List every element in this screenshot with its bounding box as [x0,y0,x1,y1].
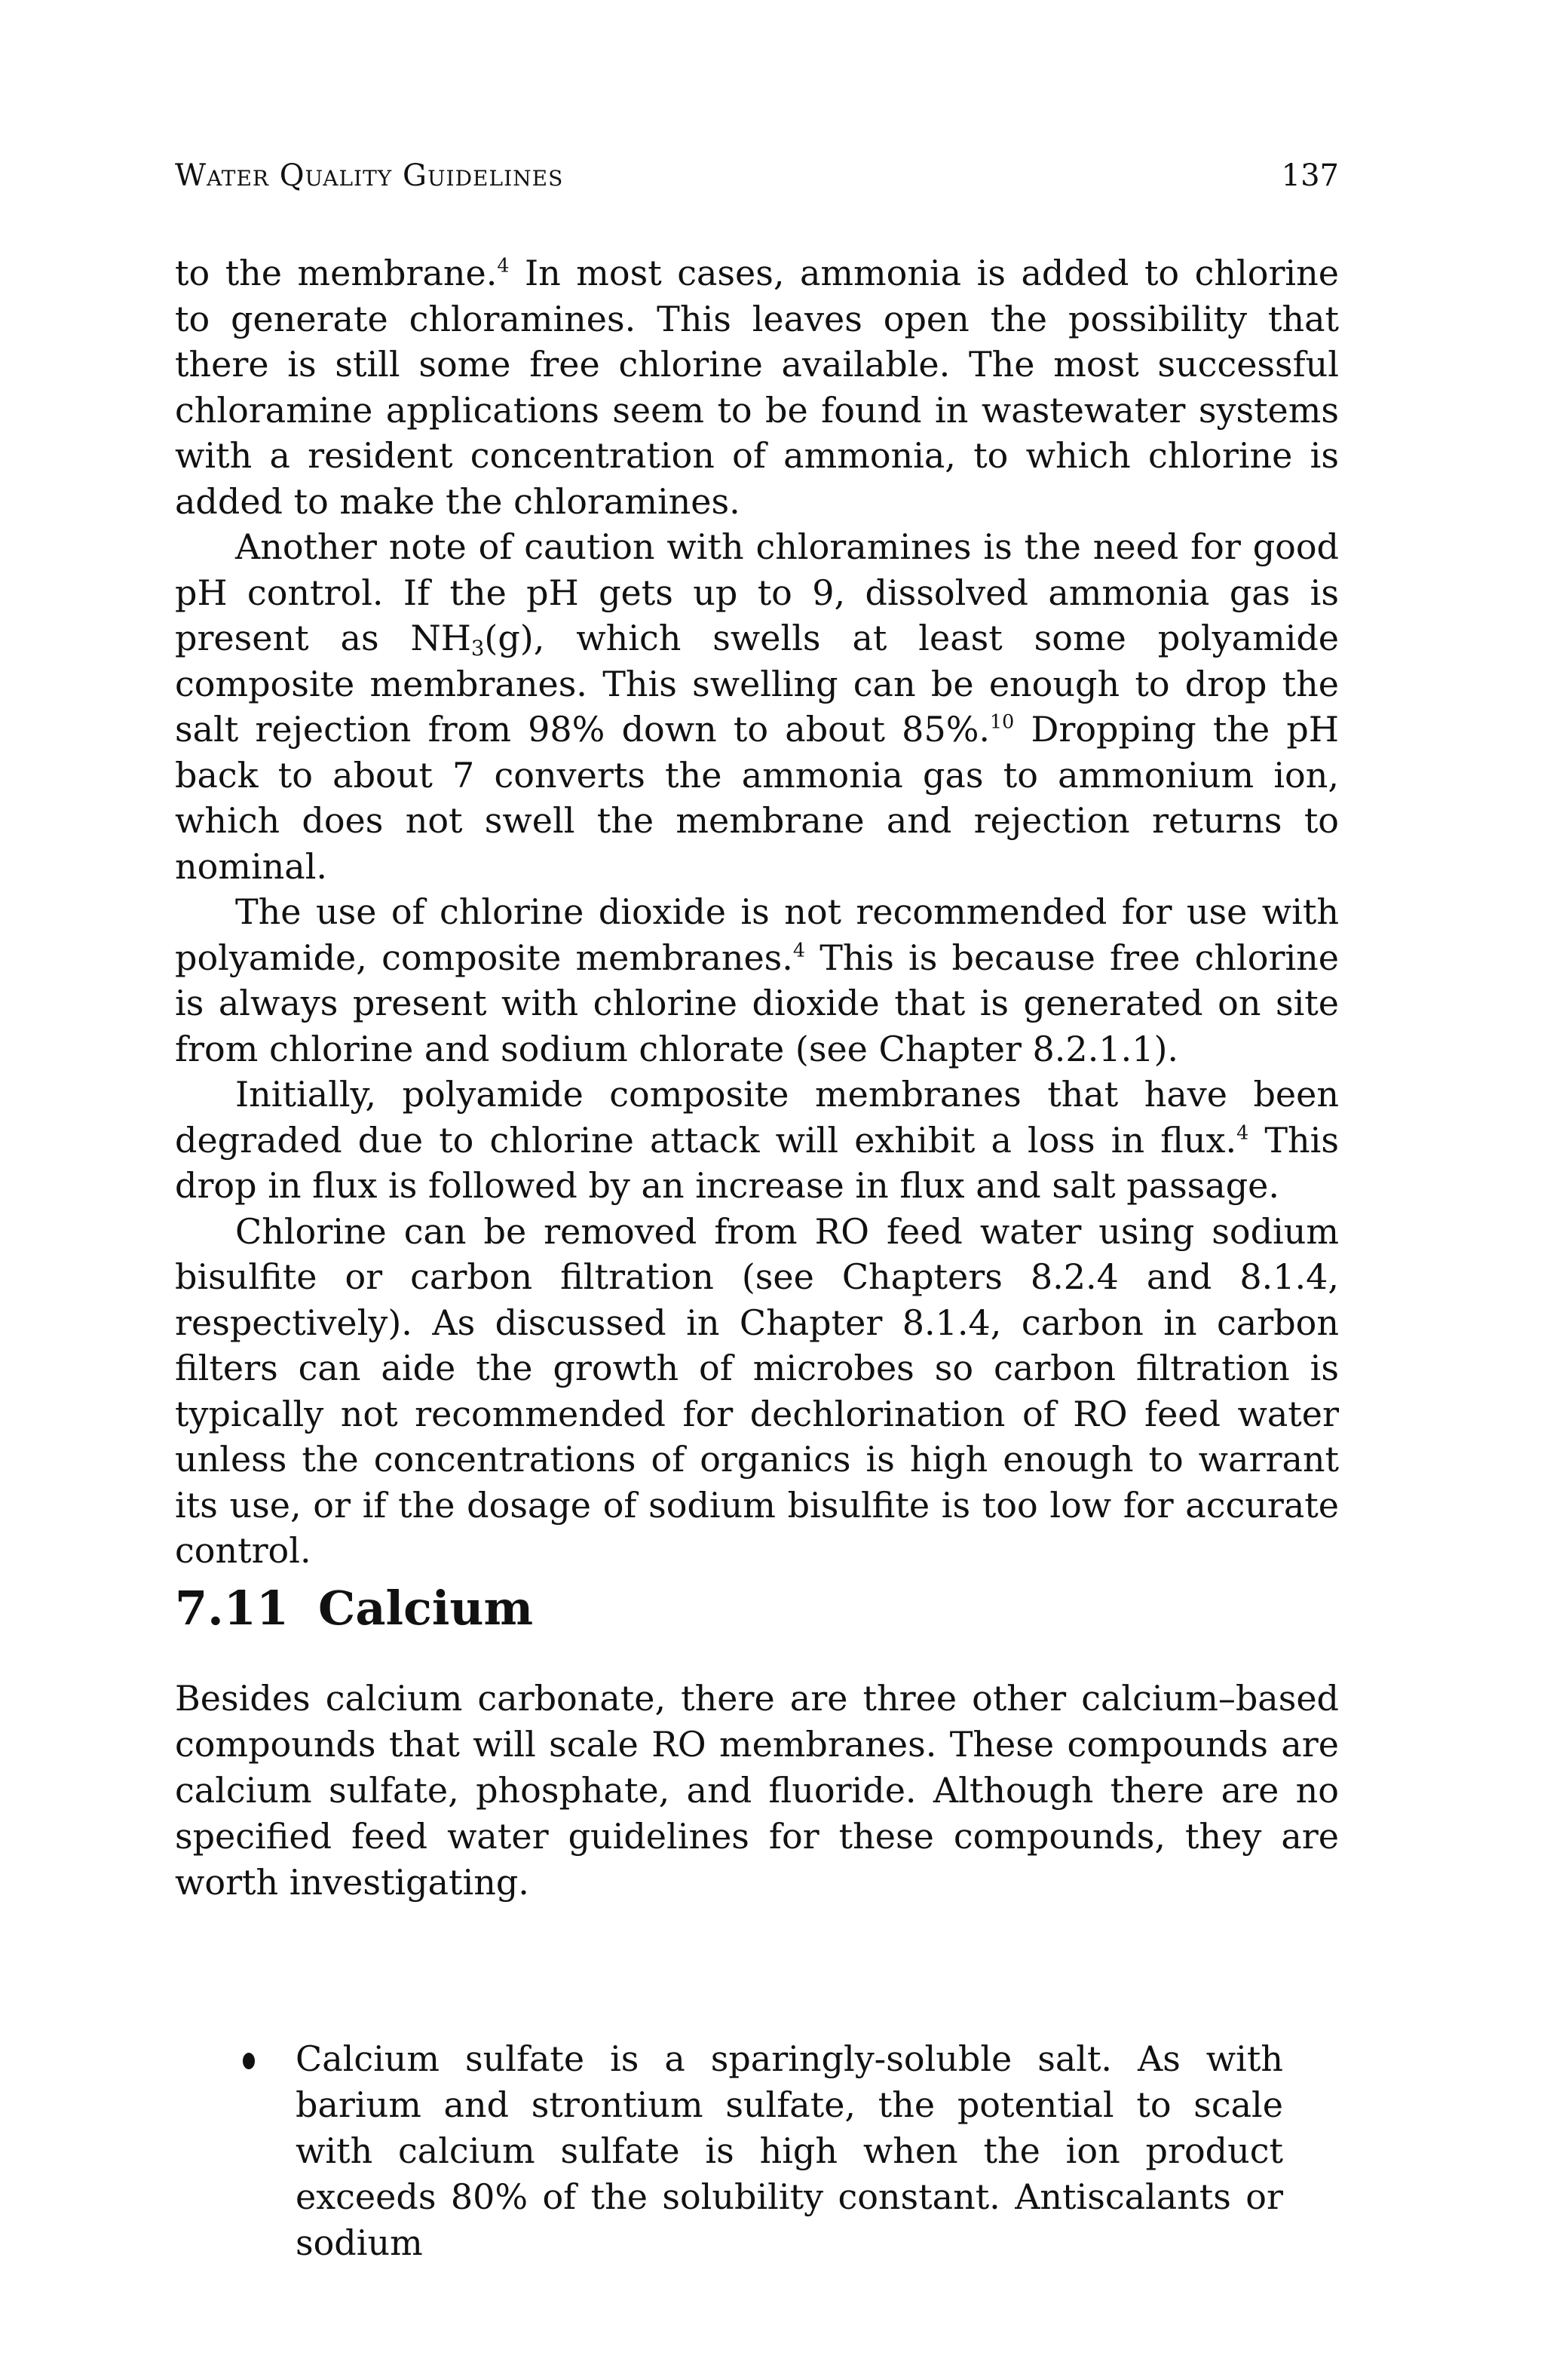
list-item [243,2036,1283,2266]
reference-marker: 10 [990,710,1015,733]
list-item-text: Calcium sulfate is a sparingly-soluble salt. As with barium and strontium sulfate, the potential to scale with calcium sulfate is high when the ion product exceeds 80% of the solubility constant. Antiscalants or sodium [296,2038,1283,2263]
body-text [175,250,1339,1574]
paragraph-chlorine-dioxide: The use of chlorine dioxide is not recommended for use with polyamide, composite membranes.$^4$ This is because free chlorine is always present with chlorine dioxide that is generated on site from chlorine and sodium chlorate (see Chapter 8.2.1.1). [175,891,1339,1069]
paragraph-calcium-compounds: Besides calcium carbonate, there are three other calcium–based compounds that will scale RO membranes. These compounds are calcium sulfate, phosphate, and fluoride. Although there are no specified feed water guidelines for these compounds, they are worth investigating. [175,1678,1339,1903]
section-heading [175,1581,533,1636]
reference-marker: 4 [792,938,806,961]
page-number: 137 [1281,158,1339,193]
paragraph-chlorine-removal: Chlorine can be removed from RO feed water using sodium bisulfite or carbon filtration (see Chapters 8.2.4 and 8.1.4, respectively). As discussed in Chapter 8.1.4, carbon in carbon filters can aide the growth of microbes so carbon filtration is typically not recommended for dechlorination of RO feed water unless the concentrations of organics is high enough to warrant its use, or if the dosage of sodium bisulfite is too low for accurate control. [175,1210,1339,1571]
section-title: Calcium [318,1581,534,1636]
bullet-list [243,2036,1283,2266]
paragraph-membrane-chloramines: to the membrane.$^4$ In most cases, ammonia is added to chlorine to generate chloramines. This leaves open the possibility that there is still some free chlorine available. The most successful chloramine applications seem to be found in wastewater systems with a resident concentration of ammonia, to which chlorine is added to make the chloramines. [175,253,1339,522]
section-number: 7.11 [175,1581,290,1636]
paragraph-ph-control: Another note of caution with chloramines is the need for good pH control. If the pH gets up to 9, dissolved ammonia gas is present as $NH_3(g)$, which swells at least some polyamide composite membranes. This swelling can be enough to drop the salt rejection from 98% down to about 85%.$^{10}$ Dropping the pH back to about 7 converts the ammonia gas to ammonium ion, which does not swell the membrane and rejection returns to nominal. [175,526,1339,887]
paragraph-chlorine-attack: Initially, polyamide composite membranes that have been degraded due to chlorine attack will exhibit a loss in flux.$^4$ This drop in flux is followed by an increase in flux and salt passage. [175,1074,1339,1206]
running-head: Water Quality Guidelines [175,158,564,193]
bullet-icon [243,2053,255,2069]
reference-marker: 4 [1236,1121,1249,1143]
chemical-subscript: 3 [470,635,485,661]
page-header [175,155,1339,196]
reference-marker: 4 [497,254,510,277]
